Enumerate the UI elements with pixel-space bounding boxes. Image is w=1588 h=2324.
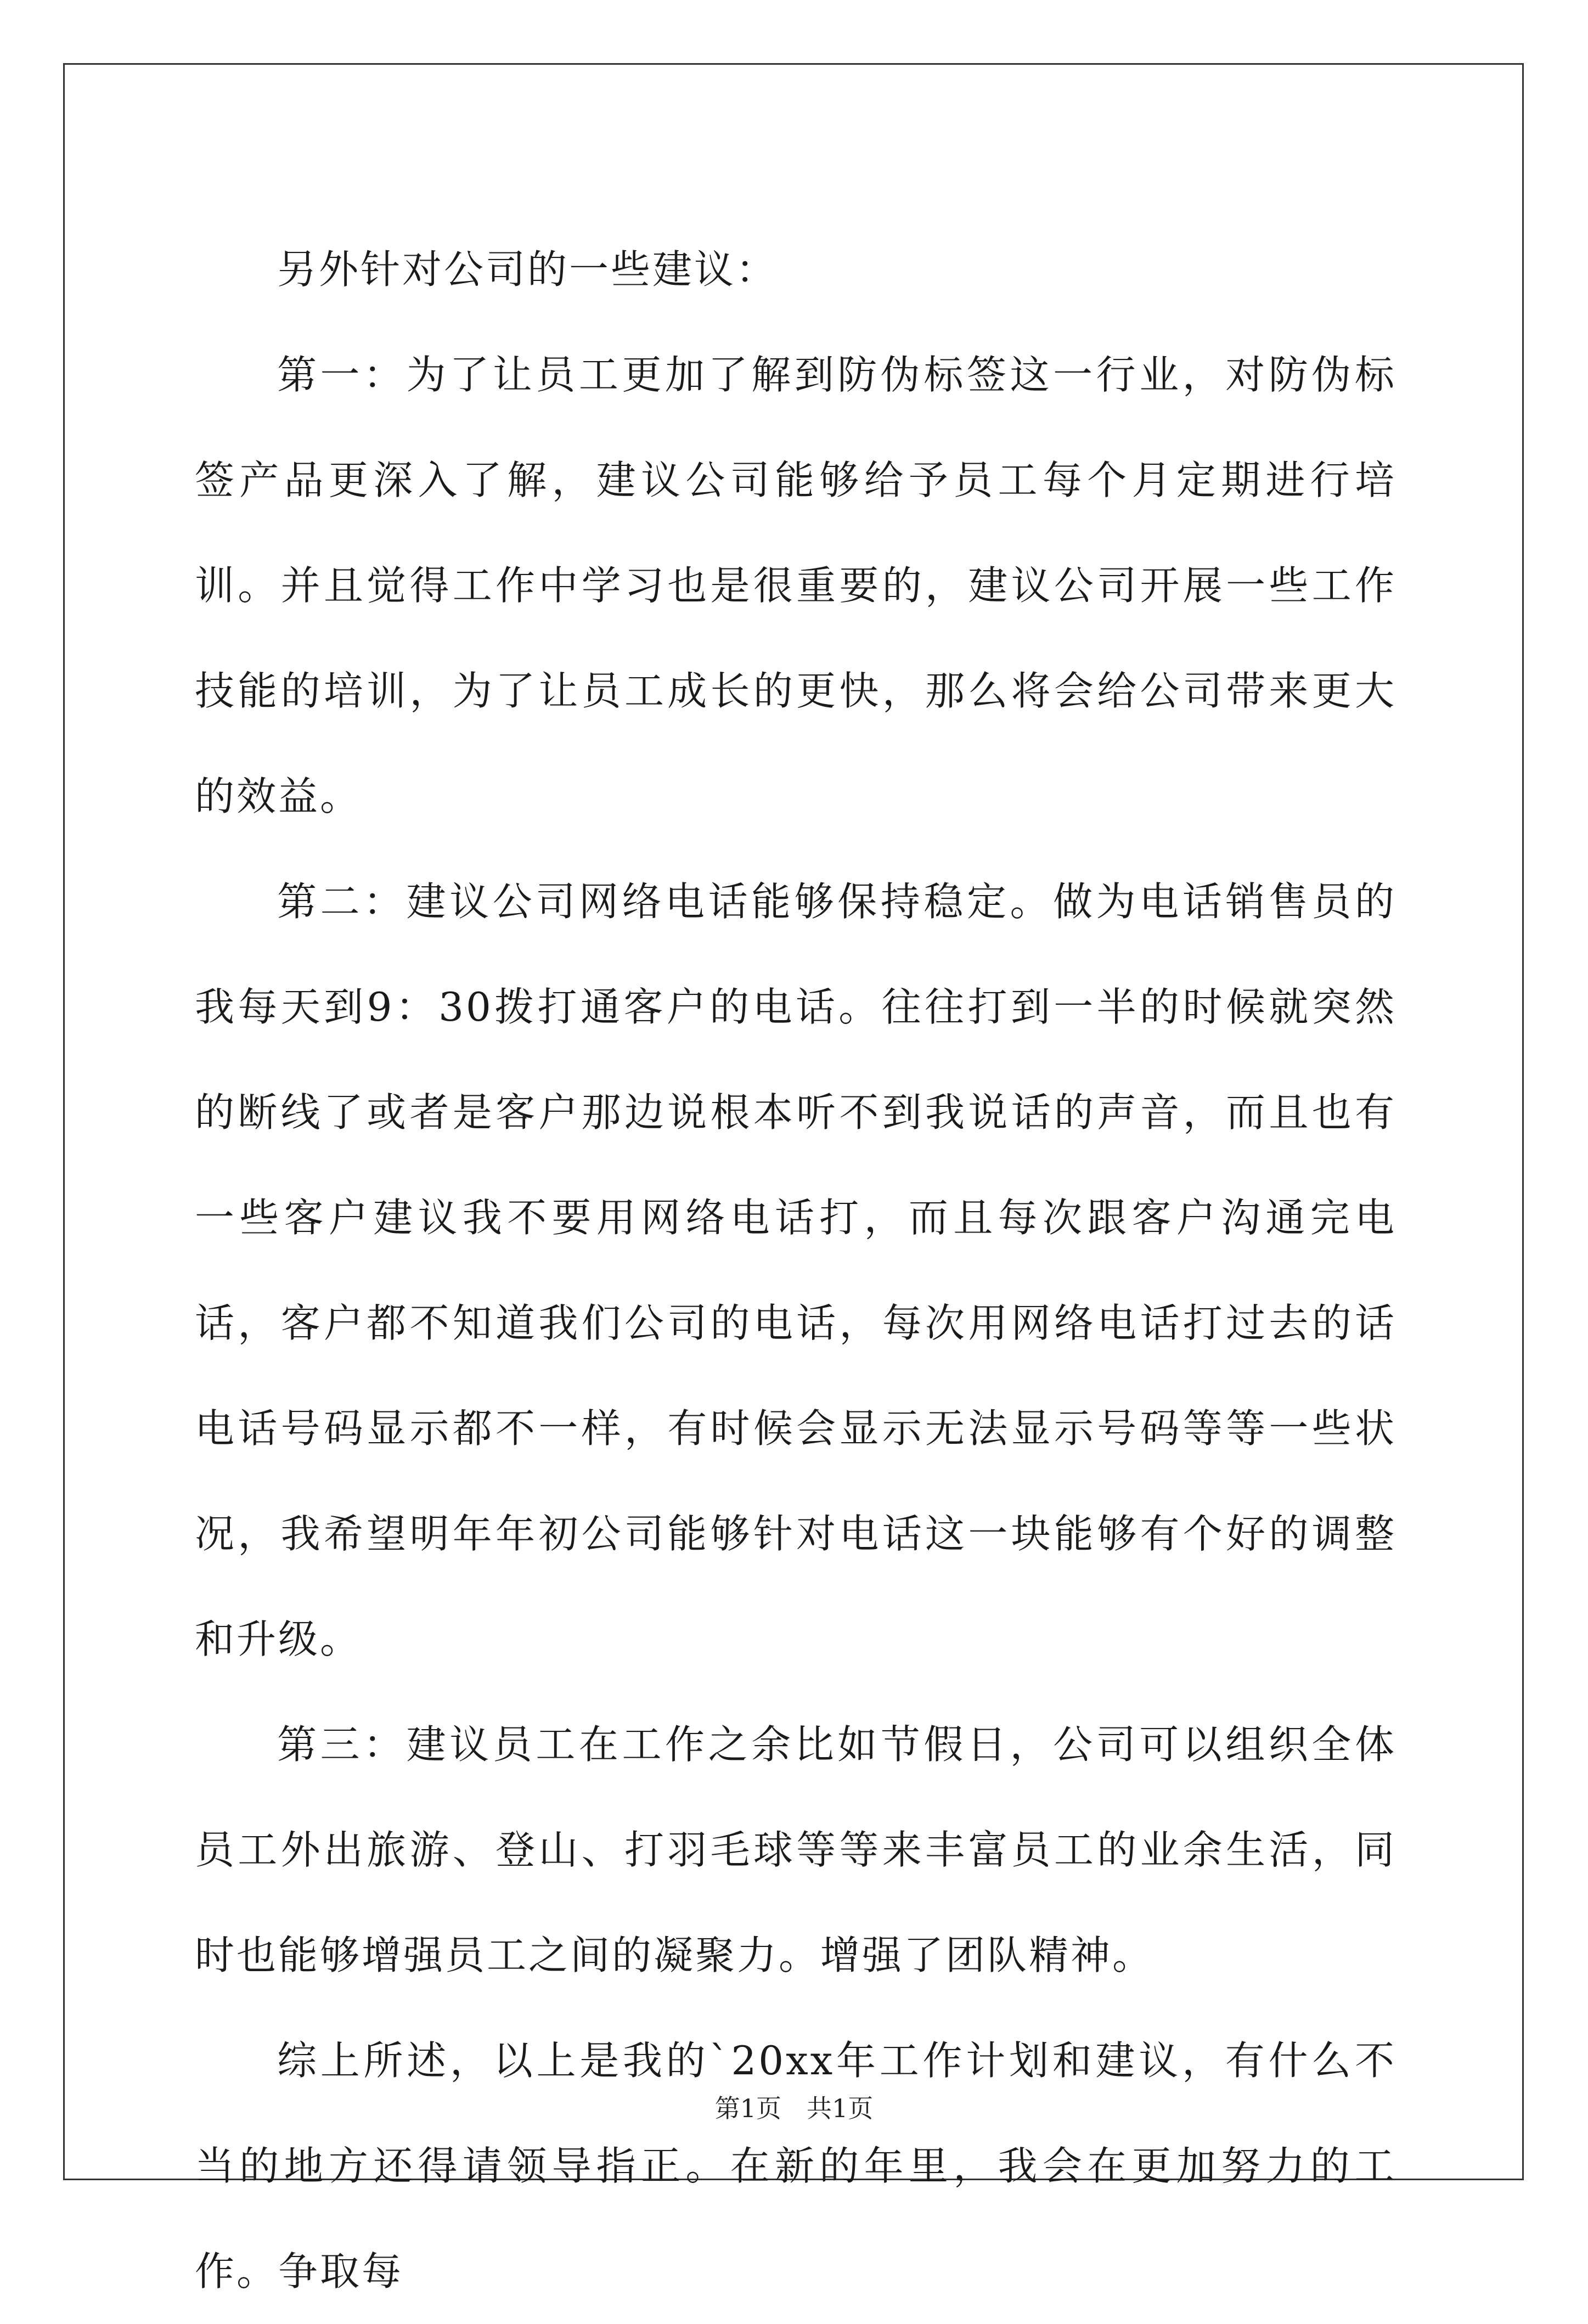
paragraph-suggestion-1: 第一：为了让员工更加了解到防伪标签这一行业，对防伪标签产品更深入了解，建议公司能够给予员工每个月定期进行培训。并且觉得工作中学习也是很重要的，建议公司开展一些工作技能的培训，为了让员工成长的更快，那么将会给公司带来更大的效益。 [195, 352, 1396, 819]
paragraph-intro: 另外针对公司的一些建议： [277, 246, 778, 292]
paragraph-summary: 综上所述，以上是我的`20xx年工作计划和建议，有什么不当的地方还得请领导指正。在新的年里，我会在更加努力的工作。争取每 [195, 2038, 1396, 2294]
page-number: 第1页 共1页 [714, 2094, 874, 2123]
paragraph-suggestion-2: 第二：建议公司网络电话能够保持稳定。做为电话销售员的我每天到9：30拨打通客户的电话。往往打到一半的时候就突然的断线了或者是客户那边说根本听不到我说话的声音，而且也有一些客户建议我不要用网络电话打，而且每次跟客户沟通完电话，客户都不知道我们公司的电话，每次用网络电话打过去的话电话号码显示都不一样，有时候会显示无法显示号码等等一些状况，我希望明年年初公司能够针对电话这一块能够有个好的调整和升级。 [195, 879, 1396, 1662]
paragraph-suggestion-3: 第三：建议员工在工作之余比如节假日，公司可以组织全体员工外出旅游、登山、打羽毛球等等来丰富员工的业余生活，同时也能够增强员工之间的凝聚力。增强了团队精神。 [195, 1721, 1396, 1978]
document-body [195, 217, 1396, 2324]
